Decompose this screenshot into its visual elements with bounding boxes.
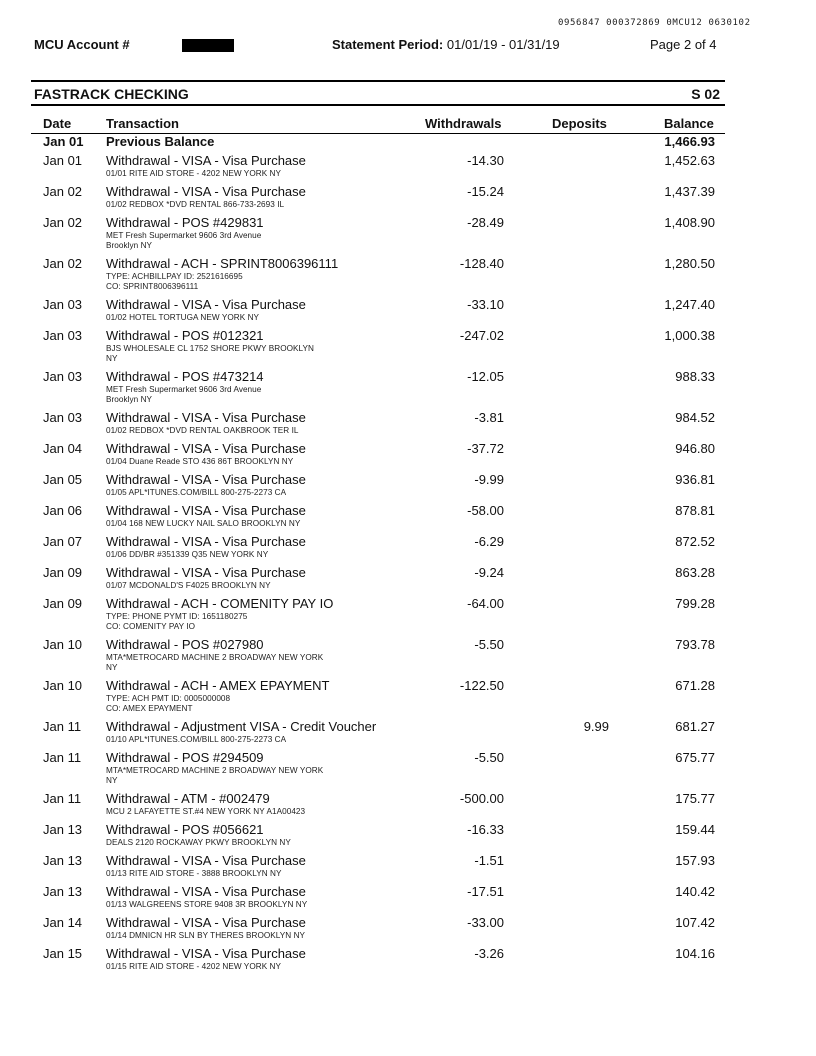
document-barcode-text: 0956847 000372869 0MCU12 0630102 xyxy=(558,18,751,28)
row-date: Jan 09 xyxy=(43,565,83,580)
row-balance: 681.27 xyxy=(675,719,715,734)
statement-period-value: 01/01/19 - 01/31/19 xyxy=(446,37,560,52)
statement-period xyxy=(332,37,560,52)
row-detail: MCU 2 LAFAYETTE ST.#4 NEW YORK NY A1A00423 xyxy=(106,807,306,816)
row-date: Jan 13 xyxy=(43,884,83,899)
col-withdrawals: Withdrawals xyxy=(425,116,502,131)
row-detail: Brooklyn NY xyxy=(106,241,153,250)
row-withdrawal: -16.33 xyxy=(467,822,504,837)
row-date: Jan 03 xyxy=(43,369,83,384)
row-description: Withdrawal - VISA - Visa Purchase xyxy=(106,565,306,580)
row-withdrawal: -37.72 xyxy=(467,441,504,456)
row-withdrawal: -17.51 xyxy=(467,884,504,899)
row-balance: 675.77 xyxy=(675,750,715,765)
transaction-list xyxy=(0,134,816,977)
row-detail: NY xyxy=(106,663,118,672)
transaction-row xyxy=(0,719,816,750)
page-indicator: Page 2 of 4 xyxy=(650,37,717,52)
row-balance: 1,466.93 xyxy=(664,134,715,149)
row-description: Withdrawal - POS #473214 xyxy=(106,369,264,384)
row-withdrawal: -128.40 xyxy=(459,256,504,271)
row-detail: DEALS 2120 ROCKAWAY PKWY BROOKLYN NY xyxy=(106,838,291,847)
transaction-row xyxy=(0,596,816,637)
row-detail: 01/04 Duane Reade STO 436 86T BROOKLYN NY xyxy=(106,457,294,466)
row-detail: 01/13 WALGREENS STORE 9408 3R BROOKLYN NY xyxy=(106,900,308,909)
row-withdrawal: -64.00 xyxy=(467,596,504,611)
row-date: Jan 15 xyxy=(43,946,83,961)
share-code: S 02 xyxy=(691,86,720,102)
row-balance: 107.42 xyxy=(675,915,715,930)
row-description: Withdrawal - VISA - Visa Purchase xyxy=(106,534,306,549)
row-detail: 01/14 DMNICN HR SLN BY THERES BROOKLYN NY xyxy=(106,931,306,940)
row-withdrawal: -122.50 xyxy=(459,678,504,693)
row-withdrawal: -28.49 xyxy=(467,215,504,230)
row-withdrawal: -9.24 xyxy=(474,565,504,580)
transaction-row xyxy=(0,410,816,441)
col-date: Date xyxy=(43,116,72,131)
row-description: Withdrawal - VISA - Visa Purchase xyxy=(106,472,306,487)
row-balance: 1,452.63 xyxy=(664,153,715,168)
row-date: Jan 13 xyxy=(43,853,83,868)
row-description: Withdrawal - Adjustment VISA - Credit Voucher xyxy=(106,719,377,734)
row-description: Withdrawal - VISA - Visa Purchase xyxy=(106,153,306,168)
transaction-row xyxy=(0,946,816,977)
transaction-row xyxy=(0,153,816,184)
transaction-row xyxy=(0,503,816,534)
row-detail: CO: AMEX EPAYMENT xyxy=(106,704,193,713)
row-detail: 01/05 APL*ITUNES.COM/BILL 800-275-2273 CA xyxy=(106,488,287,497)
row-withdrawal: -33.00 xyxy=(467,915,504,930)
row-balance: 936.81 xyxy=(675,472,715,487)
row-detail: NY xyxy=(106,776,118,785)
statement-header xyxy=(34,37,734,55)
row-description: Withdrawal - VISA - Visa Purchase xyxy=(106,915,306,930)
transaction-row xyxy=(0,184,816,215)
row-balance: 988.33 xyxy=(675,369,715,384)
transaction-row xyxy=(0,791,816,822)
redacted-account-number xyxy=(182,39,234,52)
row-date: Jan 06 xyxy=(43,503,83,518)
col-transaction: Transaction xyxy=(106,116,179,131)
row-description: Withdrawal - ACH - SPRINT8006396111 xyxy=(106,256,339,271)
row-description: Withdrawal - ACH - COMENITY PAY IO xyxy=(106,596,334,611)
row-withdrawal: -3.81 xyxy=(474,410,504,425)
row-balance: 104.16 xyxy=(675,946,715,961)
col-deposits: Deposits xyxy=(552,116,607,131)
row-detail: TYPE: ACHBILLPAY ID: 2521616695 xyxy=(106,272,243,281)
row-detail: Brooklyn NY xyxy=(106,395,153,404)
row-date: Jan 04 xyxy=(43,441,83,456)
account-number-label: MCU Account # xyxy=(34,37,130,52)
row-withdrawal: -5.50 xyxy=(474,750,504,765)
row-detail: 01/01 RITE AID STORE - 4202 NEW YORK NY xyxy=(106,169,282,178)
transaction-row xyxy=(0,297,816,328)
row-withdrawal: -1.51 xyxy=(474,853,504,868)
row-detail: 01/02 HOTEL TORTUGA NEW YORK NY xyxy=(106,313,260,322)
row-description: Withdrawal - ACH - AMEX EPAYMENT xyxy=(106,678,330,693)
transaction-row xyxy=(0,853,816,884)
row-description: Withdrawal - VISA - Visa Purchase xyxy=(106,297,306,312)
row-date: Jan 09 xyxy=(43,596,83,611)
row-withdrawal: -14.30 xyxy=(467,153,504,168)
row-withdrawal: -3.26 xyxy=(474,946,504,961)
row-balance: 863.28 xyxy=(675,565,715,580)
row-description: Withdrawal - VISA - Visa Purchase xyxy=(106,946,306,961)
transaction-row xyxy=(0,534,816,565)
row-balance: 1,000.38 xyxy=(664,328,715,343)
transaction-row xyxy=(0,565,816,596)
row-date: Jan 01 xyxy=(43,153,83,168)
transaction-row xyxy=(0,884,816,915)
row-date: Jan 03 xyxy=(43,410,83,425)
row-description: Withdrawal - ATM - #002479 xyxy=(106,791,270,806)
row-date: Jan 14 xyxy=(43,915,83,930)
transaction-row xyxy=(0,369,816,410)
row-description: Previous Balance xyxy=(106,134,215,149)
row-detail: CO: SPRINT8006396111 xyxy=(106,282,199,291)
row-withdrawal: -12.05 xyxy=(467,369,504,384)
row-balance: 946.80 xyxy=(675,441,715,456)
row-description: Withdrawal - POS #027980 xyxy=(106,637,264,652)
row-detail: TYPE: PHONE PYMT ID: 1651180275 xyxy=(106,612,248,621)
row-balance: 878.81 xyxy=(675,503,715,518)
row-date: Jan 10 xyxy=(43,678,83,693)
row-detail: 01/10 APL*ITUNES.COM/BILL 800-275-2273 CA xyxy=(106,735,287,744)
row-balance: 1,437.39 xyxy=(664,184,715,199)
row-balance: 140.42 xyxy=(675,884,715,899)
row-date: Jan 07 xyxy=(43,534,83,549)
row-date: Jan 02 xyxy=(43,256,83,271)
transaction-row xyxy=(0,678,816,719)
section-divider xyxy=(31,104,725,106)
transaction-row xyxy=(0,441,816,472)
row-detail: 01/04 168 NEW LUCKY NAIL SALO BROOKLYN NY xyxy=(106,519,301,528)
transaction-row xyxy=(0,328,816,369)
row-description: Withdrawal - POS #429831 xyxy=(106,215,264,230)
transaction-row xyxy=(0,256,816,297)
row-balance: 175.77 xyxy=(675,791,715,806)
row-withdrawal: -500.00 xyxy=(459,791,504,806)
row-detail: 01/02 REDBOX *DVD RENTAL OAKBROOK TER IL xyxy=(106,426,299,435)
row-balance: 1,280.50 xyxy=(664,256,715,271)
row-description: Withdrawal - POS #056621 xyxy=(106,822,264,837)
row-withdrawal: -5.50 xyxy=(474,637,504,652)
row-deposit: 9.99 xyxy=(583,719,609,734)
row-detail: MTA*METROCARD MACHINE 2 BROADWAY NEW YORK xyxy=(106,653,324,662)
row-balance: 671.28 xyxy=(675,678,715,693)
row-description: Withdrawal - POS #012321 xyxy=(106,328,264,343)
col-balance: Balance xyxy=(664,116,714,131)
row-detail: BJS WHOLESALE CL 1752 SHORE PKWY BROOKLYN xyxy=(106,344,315,353)
row-date: Jan 02 xyxy=(43,215,83,230)
row-date: Jan 13 xyxy=(43,822,83,837)
row-detail: MET Fresh Supermarket 9606 3rd Avenue xyxy=(106,231,262,240)
row-description: Withdrawal - VISA - Visa Purchase xyxy=(106,884,306,899)
row-detail: 01/06 DD/BR #351339 Q35 NEW YORK NY xyxy=(106,550,269,559)
row-withdrawal: -9.99 xyxy=(474,472,504,487)
row-date: Jan 03 xyxy=(43,297,83,312)
transaction-row xyxy=(0,822,816,853)
transaction-row xyxy=(0,915,816,946)
row-withdrawal: -247.02 xyxy=(459,328,504,343)
row-description: Withdrawal - VISA - Visa Purchase xyxy=(106,410,306,425)
row-detail: CO: COMENITY PAY IO xyxy=(106,622,196,631)
row-detail: 01/13 RITE AID STORE - 3888 BROOKLYN NY xyxy=(106,869,282,878)
row-date: Jan 02 xyxy=(43,184,83,199)
row-date: Jan 11 xyxy=(43,719,82,734)
header-divider xyxy=(31,80,725,82)
row-balance: 157.93 xyxy=(675,853,715,868)
transaction-row xyxy=(0,472,816,503)
row-description: Withdrawal - VISA - Visa Purchase xyxy=(106,503,306,518)
row-balance: 799.28 xyxy=(675,596,715,611)
row-date: Jan 11 xyxy=(43,750,82,765)
row-detail: TYPE: ACH PMT ID: 0005000008 xyxy=(106,694,231,703)
row-detail: 01/07 MCDONALD'S F4025 BROOKLYN NY xyxy=(106,581,271,590)
row-description: Withdrawal - VISA - Visa Purchase xyxy=(106,853,306,868)
row-withdrawal: -33.10 xyxy=(467,297,504,312)
transaction-row xyxy=(0,750,816,791)
row-detail: 01/15 RITE AID STORE - 4202 NEW YORK NY xyxy=(106,962,282,971)
row-description: Withdrawal - VISA - Visa Purchase xyxy=(106,184,306,199)
row-balance: 1,408.90 xyxy=(664,215,715,230)
row-date: Jan 01 xyxy=(43,134,84,149)
row-date: Jan 10 xyxy=(43,637,83,652)
account-type-title: FASTRACK CHECKING xyxy=(34,86,189,102)
row-detail: MET Fresh Supermarket 9606 3rd Avenue xyxy=(106,385,262,394)
row-balance: 159.44 xyxy=(675,822,715,837)
row-date: Jan 05 xyxy=(43,472,83,487)
row-balance: 984.52 xyxy=(675,410,715,425)
row-description: Withdrawal - VISA - Visa Purchase xyxy=(106,441,306,456)
row-detail: MTA*METROCARD MACHINE 2 BROADWAY NEW YORK xyxy=(106,766,324,775)
row-balance: 793.78 xyxy=(675,637,715,652)
statement-period-label: Statement Period: xyxy=(332,37,444,52)
row-withdrawal: -6.29 xyxy=(474,534,504,549)
row-date: Jan 03 xyxy=(43,328,83,343)
row-detail: 01/02 REDBOX *DVD RENTAL 866-733-2693 IL xyxy=(106,200,285,209)
transaction-row xyxy=(0,215,816,256)
row-detail: NY xyxy=(106,354,118,363)
row-date: Jan 11 xyxy=(43,791,82,806)
previous-balance-row xyxy=(0,134,816,153)
transaction-row xyxy=(0,637,816,678)
row-withdrawal: -58.00 xyxy=(467,503,504,518)
row-balance: 1,247.40 xyxy=(664,297,715,312)
row-withdrawal: -15.24 xyxy=(467,184,504,199)
row-balance: 872.52 xyxy=(675,534,715,549)
row-description: Withdrawal - POS #294509 xyxy=(106,750,264,765)
